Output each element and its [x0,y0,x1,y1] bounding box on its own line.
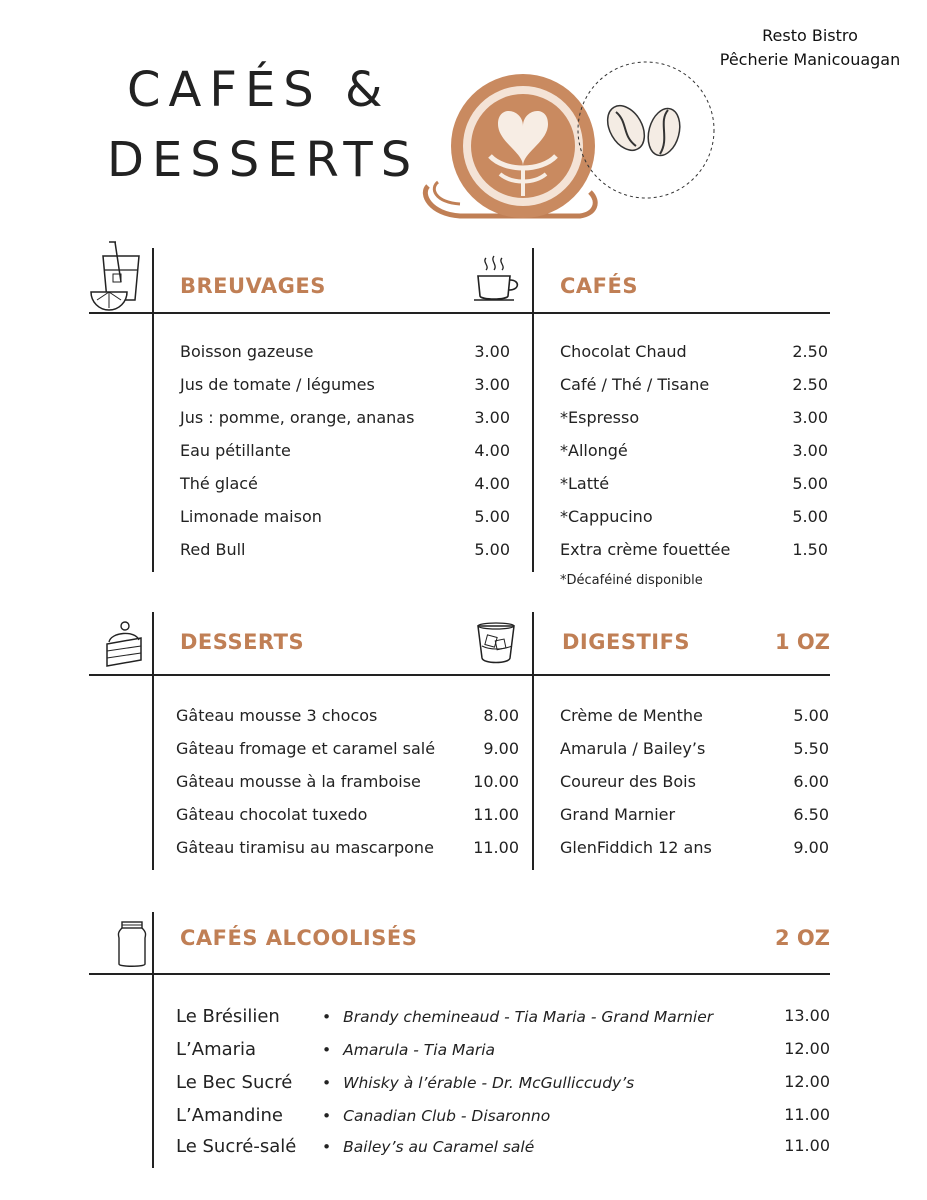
breuvages-item-name: Jus : pomme, orange, ananas [180,408,415,427]
digestifs-item-price: 6.50 [793,805,829,824]
cafes-item-price: 2.50 [792,375,828,394]
digestifs-item-price: 9.00 [793,838,829,857]
cafe-alcoolise-price: 13.00 [784,1006,830,1025]
cafe-alcoolise-name: L’Amaria [176,1039,257,1060]
cafe-alcoolise-description: • Canadian Club - Disaronno [342,1105,550,1127]
cafes-item-name: Chocolat Chaud [560,342,687,361]
cafes-item-name: *Cappucino [560,507,653,526]
desserts-item-name: Gâteau mousse à la framboise [176,772,421,791]
desserts-item-price: 9.00 [483,739,519,758]
desserts-item-price: 11.00 [473,805,519,824]
rule-row-2 [89,674,830,676]
cafe-alcoolise-price: 12.00 [784,1039,830,1058]
cafe-alcoolise-price: 11.00 [784,1105,830,1124]
coffee-cup-icon [474,256,520,302]
breuvages-item-price: 5.00 [474,507,510,526]
breuvages-item-name: Boisson gazeuse [180,342,314,361]
decaf-note: *Décaféiné disponible [560,573,703,588]
desserts-item-name: Gâteau tiramisu au mascarpone [176,838,434,857]
desserts-item-price: 10.00 [473,772,519,791]
digestifs-item-price: 6.00 [793,772,829,791]
cafe-alcoolise-name: Le Brésilien [176,1006,280,1027]
breuvages-item-price: 3.00 [474,342,510,361]
cafe-alcoolise-description: • Amarula - Tia Maria [342,1039,495,1061]
section-title-cafes: CAFÉS [560,274,638,298]
mason-jar-icon [118,922,146,968]
divider-left-2 [152,612,154,870]
cafe-alcoolise-description: • Whisky à l’érable - Dr. McGulliccudy’s [342,1072,634,1094]
cafes-item-price: 3.00 [792,441,828,460]
digestifs-item-price: 5.50 [793,739,829,758]
breuvages-item-price: 4.00 [474,474,510,493]
cafe-alcoolise-name: Le Bec Sucré [176,1072,293,1093]
rule-row-1 [89,312,830,314]
divider-center-1 [532,248,534,572]
cafe-alcoolise-name: Le Sucré-salé [176,1136,297,1157]
digestifs-unit: 1 OZ [774,630,830,654]
rule-row-3 [89,973,830,975]
breuvages-item-name: Eau pétillante [180,441,291,460]
desserts-item-name: Gâteau chocolat tuxedo [176,805,368,824]
cafe-alcoolise-price: 12.00 [784,1072,830,1091]
breuvages-item-price: 4.00 [474,441,510,460]
breuvages-item-name: Jus de tomate / légumes [180,375,375,394]
breuvages-item-price: 3.00 [474,375,510,394]
digestifs-item-name: GlenFiddich 12 ans [560,838,712,857]
cafe-alcoolise-description: • Brandy chemineaud - Tia Maria - Grand Marnier [342,1006,713,1028]
section-title-breuvages: BREUVAGES [180,274,326,298]
desserts-item-price: 11.00 [473,838,519,857]
digestifs-item-price: 5.00 [793,706,829,725]
drink-glass-icon [89,242,141,304]
cafes-item-price: 5.00 [792,507,828,526]
page-title-line-2: DESSERTS [107,132,420,188]
restaurant-name [700,24,920,72]
cafes-item-name: *Espresso [560,408,640,427]
breuvages-item-name: Thé glacé [180,474,258,493]
breuvages-item-price: 5.00 [474,540,510,559]
cafes-item-name: *Latté [560,474,610,493]
digestifs-item-name: Amarula / Bailey’s [560,739,706,758]
cafe-alcoolise-description: • Bailey’s au Caramel salé [342,1136,534,1158]
brand-line-2: Pêcherie Manicouagan [719,50,901,69]
cafes-item-price: 3.00 [792,408,828,427]
divider-left-1 [152,248,154,572]
section-title-cafes-alcoolises: CAFÉS ALCOOLISÉS [180,926,418,950]
breuvages-item-name: Limonade maison [180,507,322,526]
breuvages-item-name: Red Bull [180,540,246,559]
page-title-line-1: CAFÉS & [127,62,391,118]
cafes-item-price: 2.50 [792,342,828,361]
cafe-alcoolise-name: L’Amandine [176,1105,283,1126]
section-title-desserts: DESSERTS [180,630,305,654]
cafes-item-name: *Allongé [560,441,628,460]
coffee-beans-icon [576,60,716,200]
cafes-item-price: 1.50 [792,540,828,559]
whisky-glass-icon [474,620,518,666]
cafe-alcoolise-price: 11.00 [784,1136,830,1155]
digestifs-item-name: Coureur des Bois [560,772,696,791]
divider-center-2 [532,612,534,870]
breuvages-item-price: 3.00 [474,408,510,427]
brand-line-1: Resto Bistro [762,26,858,45]
cafes-item-price: 5.00 [792,474,828,493]
digestifs-item-name: Crème de Menthe [560,706,703,725]
cafes-item-name: Extra crème fouettée [560,540,731,559]
cafes-alcoolises-unit: 2 OZ [774,926,830,950]
section-title-digestifs: DIGESTIFS [562,630,691,654]
cafes-item-name: Café / Thé / Tisane [560,375,710,394]
desserts-item-name: Gâteau mousse 3 chocos [176,706,378,725]
cake-slice-icon [105,620,143,668]
digestifs-item-name: Grand Marnier [560,805,676,824]
desserts-item-name: Gâteau fromage et caramel salé [176,739,436,758]
desserts-item-price: 8.00 [483,706,519,725]
divider-left-3 [152,912,154,1168]
